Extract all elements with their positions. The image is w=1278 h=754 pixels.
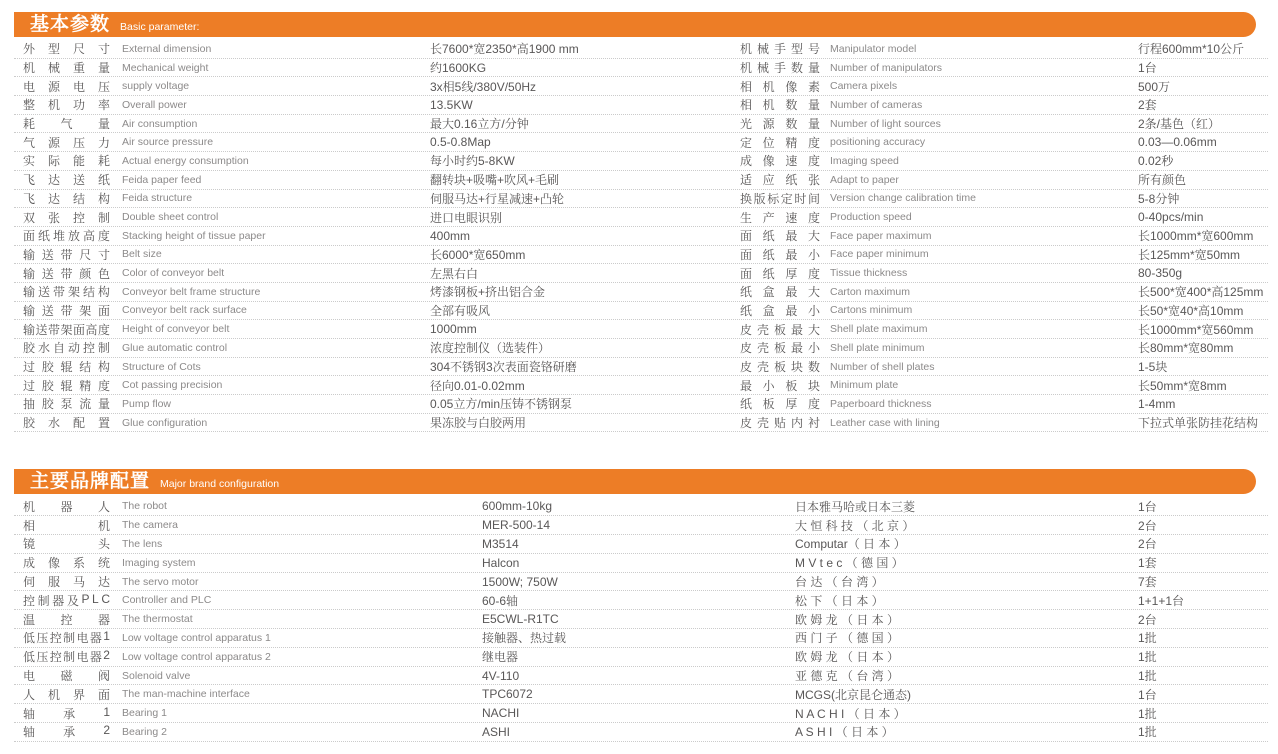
brand-model-value: MER-500-14: [482, 518, 551, 533]
spec-left-label-zh: 面 纸 堆 放 高 度: [23, 229, 110, 244]
spec-right-label-en: Imaging speed: [830, 154, 899, 167]
spec-left-value: 1000mm: [430, 322, 477, 337]
brand-label-en: The man-machine interface: [122, 688, 250, 701]
spec-row: [14, 171, 1268, 190]
spec-right-label-zh: 相 机 数 量: [740, 98, 820, 113]
spec-left-label-zh: 输 送 带 颜 色: [23, 266, 110, 281]
spec-left-value: 果冻胶与白胶两用: [430, 416, 527, 431]
spec-left-label-en: Actual energy consumption: [122, 154, 249, 167]
spec-left-value: 烤漆钢板+挤出铝合金: [430, 285, 546, 300]
brand-label-en: The camera: [122, 519, 179, 532]
spec-left-label-en: Glue automatic control: [122, 341, 228, 354]
spec-left-value: 长6000*宽650mm: [430, 247, 526, 262]
brand-label-zh: 轴 承 1: [23, 704, 110, 721]
spec-right-value: 2条/基色（红）: [1138, 117, 1221, 132]
spec-right-value: 长50*宽40*高10mm: [1138, 303, 1244, 318]
brand-configuration-table: [14, 497, 1268, 741]
spec-right-label-zh: 机 械 手 数 量: [740, 61, 820, 76]
spec-right-label-zh: 皮 壳 板 最 小: [740, 341, 820, 356]
brand-maker-value: Computar（ 日 本 ）: [795, 537, 906, 552]
brand-quantity-value: 7套: [1138, 575, 1157, 590]
brand-maker-value: 日本雅马哈或日本三菱: [795, 499, 916, 514]
spec-right-value: 0.03—0.06mm: [1138, 135, 1217, 150]
brand-label-zh: 电 磁 阀: [23, 669, 110, 683]
brand-row: [14, 497, 1268, 516]
brand-label-en: Solenoid valve: [122, 669, 191, 682]
spec-right-label-en: Production speed: [830, 211, 912, 224]
spec-right-value: 长125mm*宽50mm: [1138, 247, 1241, 262]
spec-right-label-en: positioning accuracy: [830, 136, 926, 149]
spec-left-label-zh: 气 源 压 力: [23, 135, 110, 150]
brand-label-zh: 温 控 器: [23, 612, 110, 627]
spec-row: [14, 414, 1268, 433]
spec-left-label-en: Air source pressure: [122, 136, 214, 149]
spec-left-value: 3x相5线/380V/50Hz: [430, 79, 537, 94]
spec-left-label-en: Double sheet control: [122, 211, 219, 224]
brand-row: [14, 610, 1268, 629]
spec-left-label-zh: 飞 达 送 纸: [23, 173, 110, 188]
brand-maker-value: 欧 姆 龙 （ 日 本 ）: [795, 650, 900, 665]
spec-left-value: 伺服马达+行星减速+凸轮: [430, 191, 565, 206]
spec-left-value: 13.5KW: [430, 97, 473, 112]
spec-left-label-zh: 机 械 重 量: [23, 61, 110, 76]
spec-row: [14, 227, 1268, 246]
spec-right-value: 长80mm*宽80mm: [1138, 341, 1234, 356]
brand-label-zh: 相 机: [23, 518, 110, 533]
brand-quantity-value: 1批: [1138, 631, 1157, 646]
brand-label-en: Bearing 2: [122, 725, 167, 738]
brand-model-value: 1500W; 750W: [482, 574, 558, 589]
spec-left-label-en: Pump flow: [122, 397, 172, 410]
brand-label-en: The servo motor: [122, 575, 199, 588]
brand-quantity-value: 1批: [1138, 650, 1157, 665]
spec-left-label-en: Air consumption: [122, 117, 198, 130]
spec-right-value: 0.02秒: [1138, 154, 1174, 169]
brand-label-zh: 控 制 器 及 P L C: [23, 591, 110, 608]
brand-label-en: Low voltage control apparatus 2: [122, 650, 271, 663]
spec-row: [14, 96, 1268, 115]
spec-left-label-zh: 耗 气 量: [23, 117, 110, 132]
spec-right-label-zh: 适 应 纸 张: [740, 173, 820, 188]
spec-left-value: 每小时约5-8KW: [430, 154, 515, 169]
spec-row: [14, 190, 1268, 209]
brand-quantity-value: 1台: [1138, 499, 1157, 514]
spec-right-label-zh: 皮 壳 贴 内 衬: [740, 416, 820, 431]
spec-right-label-en: Leather case with lining: [830, 416, 940, 429]
spec-left-label-zh: 输 送 带 架 面 高 度: [23, 322, 110, 337]
section-basic-parameters: [0, 12, 1278, 432]
brand-row: [14, 554, 1268, 573]
spec-left-value: 翻转块+吸嘴+吹风+毛刷: [430, 173, 560, 188]
brand-row: [14, 573, 1268, 592]
brand-model-value: TPC6072: [482, 687, 533, 702]
spec-left-label-zh: 电 源 电 压: [23, 79, 110, 94]
spec-left-label-en: Stacking height of tissue paper: [122, 229, 266, 242]
brand-quantity-value: 1批: [1138, 669, 1157, 683]
spec-left-label-zh: 过 胶 辊 结 构: [23, 360, 110, 375]
spec-left-value: 长7600*宽2350*高1900 mm: [430, 42, 579, 57]
spec-right-label-zh: 面 纸 最 小: [740, 247, 820, 262]
spec-right-label-en: Number of shell plates: [830, 360, 935, 373]
brand-model-value: 600mm-10kg: [482, 499, 553, 514]
spec-right-value: 所有颜色: [1138, 173, 1187, 188]
spec-left-label-en: supply voltage: [122, 80, 190, 93]
spec-left-label-en: Glue configuration: [122, 416, 208, 429]
brand-maker-value: 松 下 （ 日 本 ）: [795, 593, 884, 608]
spec-right-value: 长1000mm*宽600mm: [1138, 229, 1254, 244]
spec-row: [14, 77, 1268, 96]
spec-right-value: 行程600mm*10公斤: [1138, 42, 1245, 57]
spec-right-label-en: Minimum plate: [830, 379, 899, 392]
spec-right-label-en: Manipulator model: [830, 42, 917, 55]
brand-label-zh: 人 机 界 面: [23, 687, 110, 702]
spec-row: [14, 283, 1268, 302]
spec-right-label-zh: 相 机 像 素: [740, 79, 820, 94]
spec-left-value: 0.5-0.8Map: [430, 135, 491, 150]
spec-left-value: 304不锈钢3次表面瓷铬研磨: [430, 360, 577, 375]
brand-row: [14, 648, 1268, 667]
brand-label-en: Imaging system: [122, 556, 196, 569]
brand-quantity-value: 1套: [1138, 556, 1157, 571]
spec-right-label-zh: 最 小 板 块: [740, 378, 820, 393]
spec-left-label-en: Feida paper feed: [122, 173, 202, 186]
brand-row: [14, 629, 1268, 648]
spec-left-label-en: Height of conveyor belt: [122, 323, 230, 336]
spec-row: [14, 246, 1268, 265]
spec-right-label-en: Version change calibration time: [830, 192, 976, 205]
basic-parameters-title-zh: 基本参数: [30, 14, 111, 35]
spec-left-label-zh: 双 张 控 制: [23, 210, 110, 225]
spec-right-label-en: Tissue thickness: [830, 267, 908, 280]
spec-right-label-zh: 皮 壳 板 块 数: [740, 360, 820, 375]
spec-row: [14, 115, 1268, 134]
spec-right-label-en: Number of manipulators: [830, 61, 943, 74]
spec-right-label-zh: 皮 壳 板 最 大: [740, 322, 820, 337]
brand-row: [14, 723, 1268, 742]
spec-left-label-zh: 外 型 尺 寸: [23, 42, 110, 57]
brand-label-en: The thermostat: [122, 613, 193, 626]
brand-label-zh: 成 像 系 统: [23, 556, 110, 571]
spec-right-label-en: Cartons minimum: [830, 304, 913, 317]
brand-row: [14, 667, 1268, 686]
spec-right-label-en: Paperboard thickness: [830, 397, 932, 410]
brand-quantity-value: 2台: [1138, 612, 1157, 627]
spec-right-label-zh: 纸 盒 最 小: [740, 303, 820, 318]
basic-parameters-title-en: Basic parameter:: [120, 20, 200, 33]
brand-label-en: The robot: [122, 500, 167, 513]
spec-row: [14, 152, 1268, 171]
brand-configuration-title-bar: [14, 469, 1256, 494]
brand-quantity-value: 1台: [1138, 687, 1157, 702]
spec-right-label-en: Camera pixels: [830, 80, 898, 93]
spec-right-label-zh: 纸 盒 最 大: [740, 285, 820, 300]
brand-row: [14, 535, 1268, 554]
spec-row: [14, 376, 1268, 395]
spec-left-label-en: Structure of Cots: [122, 360, 201, 373]
brand-label-zh: 低 压 控 制 电 器 1: [23, 629, 110, 646]
brand-label-zh: 镜 头: [23, 537, 110, 552]
spec-right-value: 下拉式单张防挂花结构: [1138, 416, 1259, 431]
spec-left-value: 约1600KG: [430, 61, 487, 76]
spec-row: [14, 358, 1268, 377]
spec-right-label-zh: 成 像 速 度: [740, 154, 820, 169]
spec-left-value: 0.05立方/min压铸不锈钢泵: [430, 397, 573, 412]
spec-left-label-zh: 飞 达 结 构: [23, 191, 110, 206]
spec-right-label-en: Face paper minimum: [830, 248, 929, 261]
brand-label-en: Low voltage control apparatus 1: [122, 631, 271, 644]
spec-left-value: 浓度控制仪（选装件）: [430, 341, 551, 356]
brand-row: [14, 591, 1268, 610]
spec-left-value: 400mm: [430, 228, 471, 243]
spec-left-label-zh: 胶 水 自 动 控 制: [23, 341, 110, 356]
brand-label-zh: 轴 承 2: [23, 723, 110, 740]
spec-right-label-zh: 面 纸 厚 度: [740, 266, 820, 281]
brand-maker-value: M V t e c （ 德 国 ）: [795, 556, 904, 571]
spec-right-label-en: Carton maximum: [830, 285, 910, 298]
spec-right-value: 1-4mm: [1138, 396, 1176, 411]
spec-row: [14, 40, 1268, 59]
brand-label-en: Bearing 1: [122, 707, 167, 720]
spec-right-value: 0-40pcs/min: [1138, 210, 1204, 225]
spec-right-label-zh: 纸 板 厚 度: [740, 397, 820, 412]
brand-maker-value: 亚 德 克 （ 台 湾 ）: [795, 669, 900, 683]
brand-model-value: 继电器: [482, 650, 519, 665]
brand-label-zh: 伺 服 马 达: [23, 575, 110, 590]
spec-left-label-zh: 抽 胶 泵 流 量: [23, 397, 110, 412]
brand-quantity-value: 1批: [1138, 725, 1157, 740]
spec-right-label-zh: 机 械 手 型 号: [740, 42, 820, 57]
brand-row: [14, 704, 1268, 723]
brand-quantity-value: 2台: [1138, 537, 1157, 552]
spec-left-label-zh: 输 送 带 尺 寸: [23, 247, 110, 262]
brand-label-zh: 低 压 控 制 电 器 2: [23, 648, 110, 665]
spec-left-label-en: Conveyor belt rack surface: [122, 304, 247, 317]
spec-right-label-zh: 定 位 精 度: [740, 135, 820, 150]
basic-parameters-title-bar: [14, 12, 1256, 37]
brand-model-value: NACHI: [482, 706, 520, 721]
brand-maker-value: MCGS(北京昆仑通态): [795, 687, 911, 702]
spec-row: [14, 320, 1268, 339]
spec-left-label-en: Cot passing precision: [122, 379, 223, 392]
brand-configuration-title-en: Major brand configuration: [160, 478, 280, 491]
spec-left-value: 全部有吸风: [430, 303, 491, 318]
brand-configuration-title-zh: 主要品牌配置: [30, 471, 151, 493]
spec-right-label-en: Face paper maximum: [830, 229, 932, 242]
spec-right-label-zh: 生 产 速 度: [740, 210, 820, 225]
spec-row: [14, 395, 1268, 414]
spec-left-label-en: Color of conveyor belt: [122, 267, 225, 280]
brand-model-value: Halcon: [482, 555, 520, 570]
spec-left-label-zh: 胶 水 配 置: [23, 416, 110, 431]
brand-row: [14, 516, 1268, 535]
spec-left-label-en: Mechanical weight: [122, 61, 209, 74]
spec-right-label-zh: 光 源 数 量: [740, 117, 820, 132]
brand-maker-value: 大 恒 科 技 （ 北 京 ）: [795, 518, 915, 533]
spec-right-value: 长50mm*宽8mm: [1138, 378, 1227, 393]
brand-maker-value: 台 达 （ 台 湾 ）: [795, 575, 884, 590]
brand-label-en: Controller and PLC: [122, 594, 212, 607]
brand-quantity-value: 2台: [1138, 518, 1157, 533]
spec-left-value: 最大0.16立方/分钟: [430, 117, 529, 132]
spec-right-label-zh: 面 纸 最 大: [740, 229, 820, 244]
spec-left-label-zh: 输 送 带 架 结 构: [23, 285, 110, 300]
spec-left-label-zh: 实 际 能 耗: [23, 154, 110, 169]
spec-row: [14, 59, 1268, 78]
brand-quantity-value: 1批: [1138, 706, 1157, 721]
brand-maker-value: 欧 姆 龙 （ 日 本 ）: [795, 612, 900, 627]
spec-right-value: 2套: [1138, 98, 1157, 113]
spec-right-label-zh: 换 版 标 定 时 间: [740, 191, 820, 206]
spec-left-label-en: External dimension: [122, 42, 212, 55]
spec-right-label-en: Shell plate maximum: [830, 323, 928, 336]
spec-left-label-zh: 输 送 带 架 面: [23, 303, 110, 318]
spec-row: [14, 339, 1268, 358]
spec-left-label-en: Conveyor belt frame structure: [122, 285, 261, 298]
brand-row: [14, 685, 1268, 704]
brand-model-value: 60-6轴: [482, 593, 519, 608]
spec-right-value: 长500*宽400*高125mm: [1138, 285, 1264, 300]
section-brand-configuration: [0, 469, 1278, 741]
spec-left-label-zh: 整 机 功 率: [23, 98, 110, 113]
spec-right-label-en: Adapt to paper: [830, 173, 899, 186]
spec-left-label-zh: 过 胶 辊 精 度: [23, 378, 110, 393]
brand-maker-value: 西 门 子 （ 德 国 ）: [795, 631, 900, 646]
brand-model-value: 接触器、热过载: [482, 631, 567, 646]
brand-label-en: The lens: [122, 537, 163, 550]
spec-right-label-en: Shell plate minimum: [830, 341, 925, 354]
spec-right-value: 80-350g: [1138, 266, 1183, 281]
spec-row: [14, 133, 1268, 152]
brand-quantity-value: 1+1+1台: [1138, 593, 1185, 608]
spec-left-label-en: Overall power: [122, 98, 187, 111]
basic-parameters-table: [14, 40, 1268, 432]
spec-row: [14, 264, 1268, 283]
spec-right-value: 5-8分钟: [1138, 191, 1180, 206]
spec-left-value: 径向0.01-0.02mm: [430, 378, 525, 393]
spec-left-value: 左黑右白: [430, 266, 479, 281]
brand-label-zh: 机 器 人: [23, 499, 110, 514]
spec-right-value: 1-5块: [1138, 360, 1168, 375]
spec-right-value: 1台: [1138, 61, 1157, 76]
brand-model-value: 4V-110: [482, 668, 520, 683]
brand-maker-value: A S H I （ 日 本 ）: [795, 725, 894, 740]
brand-model-value: ASHI: [482, 724, 511, 739]
spec-left-label-en: Feida structure: [122, 192, 193, 205]
brand-maker-value: N A C H I （ 日 本 ）: [795, 706, 906, 721]
spec-left-label-en: Belt size: [122, 248, 162, 261]
brand-model-value: M3514: [482, 536, 519, 551]
spec-left-value: 进口电眼识别: [430, 210, 503, 225]
spec-right-label-en: Number of cameras: [830, 98, 923, 111]
spec-right-value: 长1000mm*宽560mm: [1138, 322, 1254, 337]
spec-row: [14, 302, 1268, 321]
spec-right-label-en: Number of light sources: [830, 117, 941, 130]
brand-model-value: E5CWL-R1TC: [482, 612, 559, 627]
spec-right-value: 500万: [1138, 79, 1171, 94]
spec-row: [14, 208, 1268, 227]
